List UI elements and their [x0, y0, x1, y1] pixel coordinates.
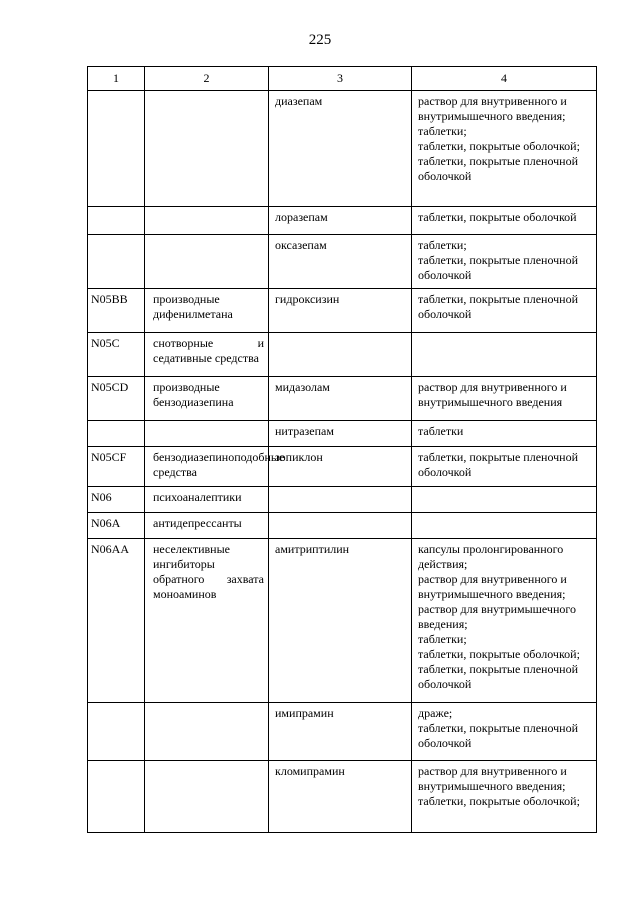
- atc-code-cell: [88, 761, 145, 833]
- drug-name-cell: имипрамин: [269, 703, 412, 761]
- drug-table: [87, 66, 597, 833]
- dosage-forms-cell: [412, 487, 597, 513]
- atc-code-cell: [88, 235, 145, 289]
- table-row: [88, 91, 597, 207]
- pharmacological-group-cell: производные дифенилметана: [145, 289, 269, 333]
- table-row: [88, 207, 597, 235]
- atc-code-cell: [88, 421, 145, 447]
- pharmacological-group-cell: неселективные ингибиторы обратного захвата моноаминов: [145, 539, 269, 703]
- table-row: [88, 539, 597, 703]
- atc-code-cell: [88, 703, 145, 761]
- dosage-forms-cell: [412, 513, 597, 539]
- drug-name-cell: нитразепам: [269, 421, 412, 447]
- dosage-form-item: таблетки: [418, 424, 464, 438]
- dosage-forms-cell: [412, 539, 597, 703]
- dosage-form-item: капсулы пролонгированного действия;: [418, 542, 564, 571]
- pharmacological-group-cell: [145, 235, 269, 289]
- atc-code-cell: N05CF: [88, 447, 145, 487]
- drug-name-cell: [269, 333, 412, 377]
- atc-code-cell: N05C: [88, 333, 145, 377]
- dosage-form-item: таблетки, покрытые оболочкой;: [418, 139, 580, 153]
- atc-code-cell: N05BB: [88, 289, 145, 333]
- drug-name-cell: гидроксизин: [269, 289, 412, 333]
- header-cell-1: 1: [88, 67, 145, 91]
- pharmacological-group-cell: антидепрессанты: [145, 513, 269, 539]
- pharmacological-group-cell: психоаналептики: [145, 487, 269, 513]
- drug-name-cell: [269, 487, 412, 513]
- drug-name-cell: кломипрамин: [269, 761, 412, 833]
- dosage-forms-cell: [412, 703, 597, 761]
- pharmacological-group-cell: [145, 91, 269, 207]
- pharmacological-group-cell: [145, 761, 269, 833]
- dosage-forms-cell: [412, 447, 597, 487]
- atc-code-cell: [88, 207, 145, 235]
- pharmacological-group-cell: снотворные и седативные средства: [145, 333, 269, 377]
- dosage-form-item: таблетки, покрытые пленочной оболочкой: [418, 662, 579, 691]
- header-cell-4: 4: [412, 67, 597, 91]
- dosage-form-item: таблетки, покрытые пленочной оболочкой: [418, 253, 579, 282]
- table-row: [88, 289, 597, 333]
- drug-name-cell: амитриптилин: [269, 539, 412, 703]
- dosage-form-item: раствор для внутривенного и внутримышечного введения;: [418, 94, 567, 123]
- header-cell-3: 3: [269, 67, 412, 91]
- dosage-forms-cell: [412, 761, 597, 833]
- drug-name-cell: зопиклон: [269, 447, 412, 487]
- table-row: [88, 761, 597, 833]
- table-row: [88, 513, 597, 539]
- dosage-form-item: таблетки, покрытые оболочкой;: [418, 794, 580, 808]
- dosage-form-item: раствор для внутривенного и внутримышечного введения;: [418, 764, 567, 793]
- table-row: [88, 377, 597, 421]
- drug-name-cell: лоразепам: [269, 207, 412, 235]
- dosage-form-item: раствор для внутривенного и внутримышечного введения: [418, 380, 567, 409]
- atc-code-cell: [88, 91, 145, 207]
- drug-name-cell: диазепам: [269, 91, 412, 207]
- dosage-forms-cell: [412, 91, 597, 207]
- table-row: [88, 703, 597, 761]
- dosage-forms-cell: [412, 207, 597, 235]
- dosage-form-item: таблетки, покрытые оболочкой;: [418, 647, 580, 661]
- drug-name-cell: оксазепам: [269, 235, 412, 289]
- table-row: [88, 487, 597, 513]
- page-number: 225: [308, 32, 332, 48]
- header-cell-2: 2: [145, 67, 269, 91]
- table-row: [88, 235, 597, 289]
- dosage-form-item: таблетки;: [418, 632, 467, 646]
- dosage-form-item: раствор для внутривенного и внутримышечного введения;: [418, 572, 567, 601]
- pharmacological-group-cell: бензодиазепиноподобные средства: [145, 447, 269, 487]
- dosage-form-item: таблетки;: [418, 238, 467, 252]
- atc-code-cell: N06AA: [88, 539, 145, 703]
- atc-code-cell: N06A: [88, 513, 145, 539]
- dosage-form-item: таблетки, покрытые пленочной оболочкой: [418, 450, 579, 479]
- dosage-forms-cell: [412, 377, 597, 421]
- pharmacological-group-cell: [145, 207, 269, 235]
- table-header-row: [88, 67, 597, 91]
- dosage-forms-cell: [412, 421, 597, 447]
- drug-name-cell: мидазолам: [269, 377, 412, 421]
- pharmacological-group-cell: производные бензодиазепина: [145, 377, 269, 421]
- dosage-forms-cell: [412, 235, 597, 289]
- drug-name-cell: [269, 513, 412, 539]
- dosage-forms-cell: [412, 333, 597, 377]
- dosage-form-item: таблетки;: [418, 124, 467, 138]
- dosage-form-item: драже;: [418, 706, 453, 720]
- atc-code-cell: N05CD: [88, 377, 145, 421]
- dosage-form-item: раствор для внутримышечного введения;: [418, 602, 576, 631]
- pharmacological-group-cell: [145, 703, 269, 761]
- pharmacological-group-cell: [145, 421, 269, 447]
- dosage-forms-cell: [412, 289, 597, 333]
- table-body: [88, 91, 597, 833]
- dosage-form-item: таблетки, покрытые пленочной оболочкой: [418, 292, 579, 321]
- table-row: [88, 421, 597, 447]
- dosage-form-item: таблетки, покрытые пленочной оболочкой: [418, 154, 579, 183]
- atc-code-cell: N06: [88, 487, 145, 513]
- table-row: [88, 447, 597, 487]
- dosage-form-item: таблетки, покрытые оболочкой: [418, 210, 577, 224]
- dosage-form-item: таблетки, покрытые пленочной оболочкой: [418, 721, 579, 750]
- table-row: [88, 333, 597, 377]
